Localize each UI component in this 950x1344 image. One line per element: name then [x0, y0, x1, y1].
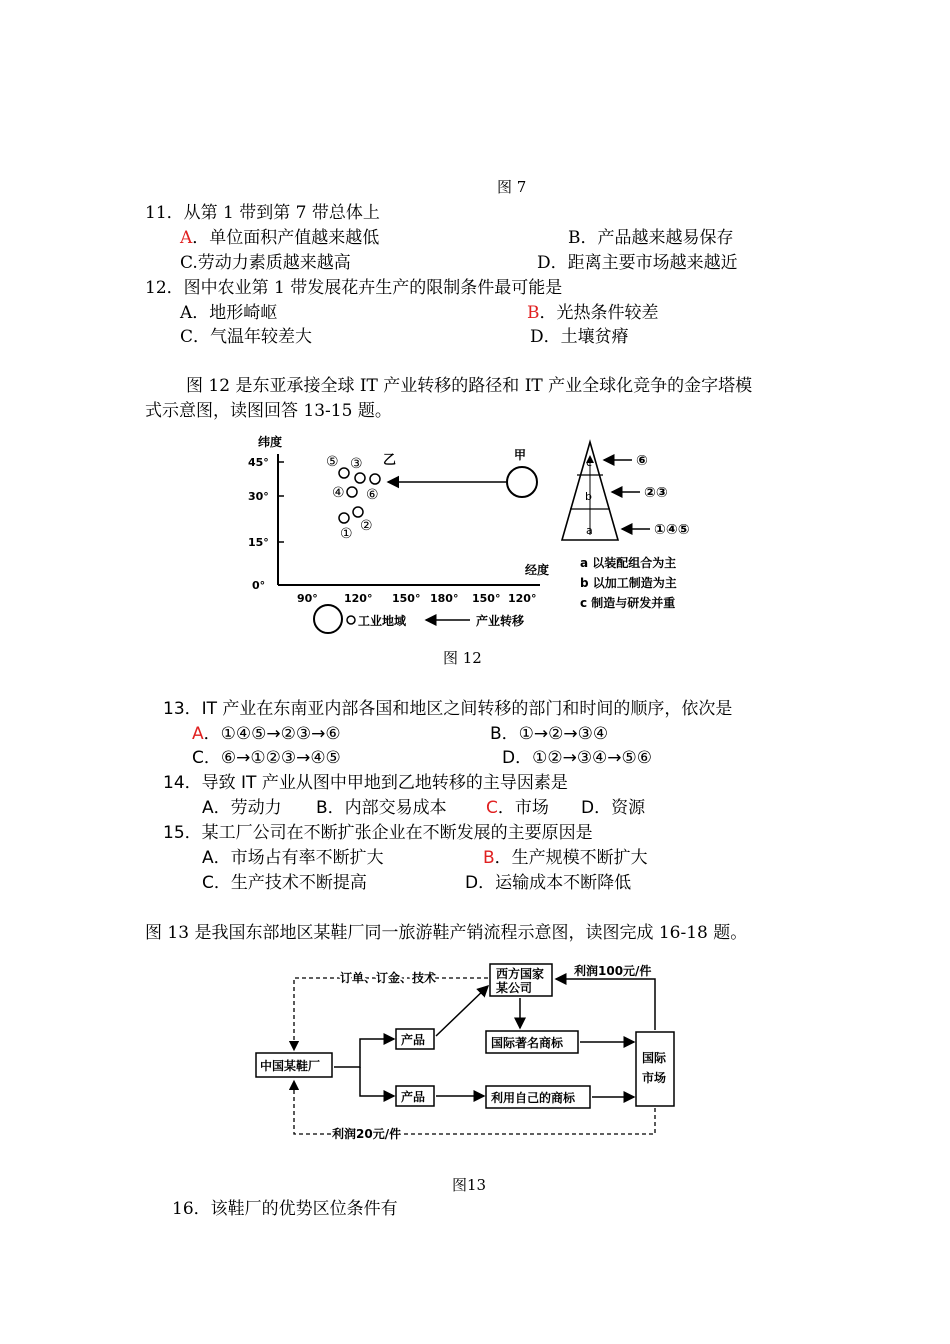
figure-13: [250, 958, 680, 1148]
pyramid-level-b: b: [585, 490, 592, 503]
question-11-option-a: [180, 227, 379, 249]
circle-label-3: ③: [350, 456, 363, 472]
origin-region-circle: [507, 467, 537, 497]
label-jia: 甲: [514, 448, 527, 462]
label-yi: 乙: [383, 453, 397, 468]
legend-big-circle: [314, 605, 342, 633]
figure-12: [240, 430, 710, 640]
industrial-area-circle: [339, 513, 349, 523]
pyramid-arrow-bottom: ①④⑤: [654, 522, 690, 538]
y-tick-15: 15°: [248, 536, 269, 549]
circle-label-1: ①: [340, 526, 353, 542]
question-13-option-a: [192, 723, 341, 745]
question-12-option-c: C．气温年较差大: [180, 327, 313, 347]
figure-13-caption: 图13: [452, 1176, 487, 1194]
western-line2: 某公司: [496, 981, 533, 995]
market-line1: 国际: [642, 1051, 667, 1065]
question-12-option-d: D．土壤贫瘠: [530, 327, 629, 347]
x-axis-label: 经度: [525, 563, 550, 577]
option-b-text: ．光热条件较差: [539, 303, 659, 323]
question-15-option-b: [483, 847, 648, 869]
legend-small-circle: [347, 616, 355, 624]
legend-industrial-region: 工业地域: [358, 614, 407, 628]
y-tick-30: 30°: [248, 490, 269, 503]
box-intl-market: [636, 1032, 674, 1106]
x-tick-120-w: 120°: [508, 592, 537, 605]
question-12-option-b: [527, 302, 659, 324]
x-tick-180: 180°: [430, 592, 459, 605]
pyramid-arrow-mid: ②③: [644, 485, 668, 501]
question-13-option-c: C．⑥→①②③→④⑤: [192, 748, 341, 768]
question-11-option-b: B．产品越来越易保存: [568, 228, 734, 248]
x-tick-150-w: 150°: [472, 592, 501, 605]
question-13-option-b: B．①→②→③④: [490, 724, 609, 744]
circle-label-6: ⑥: [366, 487, 379, 503]
question-14-stem: 14．导致 IT 产业从图中甲地到乙地转移的主导因素是: [163, 773, 568, 793]
question-11-stem: 11．从第 1 带到第 7 带总体上: [145, 203, 380, 223]
option-b-text: ．生产规模不断扩大: [494, 848, 648, 868]
pyramid-legend-c: c 制造与研发并重: [580, 596, 676, 610]
option-a-letter: A: [180, 228, 193, 248]
figure-12-intro-line1: 图 12 是东亚承接全球 IT 产业转移的路径和 IT 产业全球化竞争的金字塔模: [186, 376, 753, 396]
option-a-letter: A: [192, 724, 204, 744]
industrial-area-circle: [355, 473, 365, 483]
question-11-option-c: C.劳动力素质越来越高: [180, 253, 351, 273]
market-line2: 市场: [642, 1071, 667, 1085]
circle-label-2: ②: [360, 518, 373, 534]
figure-7-caption: 图 7: [497, 178, 527, 196]
question-15-option-c: C．生产技术不断提高: [202, 873, 367, 893]
pyramid-level-c: c: [586, 456, 593, 469]
y-axis-label: 纬度: [258, 435, 283, 449]
x-tick-120: 120°: [344, 592, 373, 605]
x-tick-150: 150°: [392, 592, 421, 605]
pyramid-legend-b: b 以加工制造为主: [580, 576, 677, 590]
western-line1: 西方国家: [496, 967, 545, 981]
figure-13-intro: 图 13 是我国东部地区某鞋厂同一旅游鞋产销流程示意图，读图完成 16-18 题。: [145, 923, 748, 943]
question-14-option-b: B．内部交易成本: [316, 798, 447, 818]
question-13-stem: 13．IT 产业在东南亚内部各国和地区之间转移的部门和时间的顺序，依次是: [163, 699, 733, 719]
product-1-label: 产品: [401, 1033, 426, 1047]
option-b-letter: B: [483, 848, 495, 868]
option-c-letter: C: [486, 798, 498, 818]
y-tick-0: 0°: [252, 579, 266, 592]
pyramid-legend-a: a 以装配组合为主: [580, 556, 677, 570]
question-12-stem: 12．图中农业第 1 带发展花卉生产的限制条件最可能是: [145, 278, 563, 298]
question-15-stem: 15．某工厂公司在不断扩张企业在不断发展的主要原因是: [163, 823, 593, 843]
figure-12-caption: 图 12: [443, 649, 482, 667]
profit-20-label: 利润20元/件: [332, 1127, 402, 1141]
question-14-option-d: D．资源: [581, 798, 646, 818]
industrial-area-circle: [353, 507, 363, 517]
question-13-option-d: D．①②→③④→⑤⑥: [502, 748, 653, 768]
option-a-text: ．单位面积产值越来越低: [192, 228, 380, 248]
circle-label-4: ④: [332, 485, 345, 501]
intl-brand-label: 国际著名商标: [491, 1036, 564, 1050]
industrial-area-circle: [347, 487, 357, 497]
product-2-label: 产品: [401, 1090, 426, 1104]
pyramid-level-a: a: [586, 524, 593, 537]
profit-100-label: 利润100元/件: [574, 964, 652, 978]
own-brand-label: 利用自己的商标: [491, 1091, 576, 1105]
x-tick-90: 90°: [297, 592, 318, 605]
question-16-stem: 16．该鞋厂的优势区位条件有: [172, 1199, 398, 1219]
question-15-option-a: A．市场占有率不断扩大: [202, 848, 384, 868]
industrial-area-circle: [370, 474, 380, 484]
figure-12-intro-line2: 式示意图，读图回答 13-15 题。: [145, 401, 392, 421]
question-14-option-a: A．劳动力: [202, 798, 282, 818]
question-11-option-d: D．距离主要市场越来越近: [537, 253, 738, 273]
question-14-option-c: [486, 797, 549, 819]
option-a-text: ．①④⑤→②③→⑥: [203, 724, 341, 744]
industrial-area-circle: [339, 468, 349, 478]
circle-label-5: ⑤: [326, 454, 339, 470]
legend-industry-transfer: 产业转移: [476, 614, 525, 628]
order-label: 订单、订金、技术: [340, 971, 437, 985]
y-tick-45: 45°: [248, 456, 269, 469]
question-15-option-d: D．运输成本不断降低: [465, 873, 632, 893]
question-12-option-a: A．地形崎岖: [180, 303, 278, 323]
option-b-letter: B: [527, 303, 540, 323]
factory-label: 中国某鞋厂: [260, 1059, 321, 1073]
pyramid-arrow-top: ⑥: [636, 453, 648, 469]
option-c-text: ．市场: [497, 798, 549, 818]
